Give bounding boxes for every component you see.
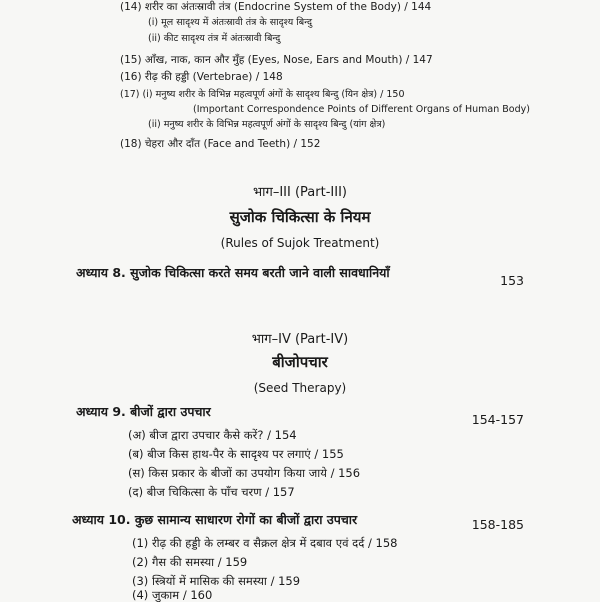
chapter-9-item: (ब) बीज किस हाथ-पैर के सादृश्य पर लगाएं / 155 xyxy=(128,447,344,461)
part-4-title-english: (Seed Therapy) xyxy=(253,381,347,395)
chapter-10-title: अध्याय 10. कुछ सामान्य साधारण रोगों का बीजों द्वारा उपचार xyxy=(72,512,358,527)
chapter-9-pages: 154-157 xyxy=(471,412,524,427)
toc-entry-yin-points: (17) (i) मनुष्य शरीर के विभिन्न महत्वपूर्ण अंगों के सादृश्य बिन्दु (यिन क्षेत्र) / 150 xyxy=(120,89,405,100)
toc-entry-face-teeth: (18) चेहरा और दाँत (Face and Teeth) / 152 xyxy=(120,138,321,150)
part-3-title-hindi: सुजोक चिकित्सा के नियम xyxy=(229,208,371,226)
chapter-8-page: 153 xyxy=(500,273,524,288)
toc-subentry-yang-points: (ii) मनुष्य शरीर के विभिन्न महत्वपूर्ण अंगों के सादृश्य बिन्दु (यांग क्षेत्र) xyxy=(148,119,386,130)
chapter-10-item: (2) गैस की समस्या / 159 xyxy=(132,555,248,569)
toc-subentry-root-endocrine: (i) मूल सादृश्य में अंतःस्रावी तंत्र के सादृश्य बिन्दु xyxy=(148,17,313,28)
part-3-label: भाग–III (Part-III) xyxy=(253,185,347,200)
chapter-10-item: (1) रीढ़ की हड्डी के लम्बर व सैक्रल क्षेत्र में दबाव एवं दर्द / 158 xyxy=(132,536,398,550)
toc-entry-endocrine-system: (14) शरीर का अंतःस्रावी तंत्र (Endocrine System of the Body) / 144 xyxy=(120,1,432,13)
chapter-10-item: (3) स्त्रियों में मासिक की समस्या / 159 xyxy=(132,574,301,588)
toc-entry-eyes-nose-ears-mouth: (15) आँख, नाक, कान और मुँह (Eyes, Nose, Ears and Mouth) / 147 xyxy=(120,54,433,66)
chapter-9-item: (स) किस प्रकार के बीजों का उपयोग किया जाये / 156 xyxy=(128,466,361,480)
chapter-9-title: अध्याय 9. बीजों द्वारा उपचार xyxy=(76,404,211,419)
part-4-label: भाग–IV (Part-IV) xyxy=(251,332,349,347)
chapter-10-item: (4) जुकाम / 160 xyxy=(132,588,213,602)
toc-entry-yin-points-english: (Important Correspondence Points of Different Organs of Human Body) xyxy=(193,104,530,115)
chapter-9-item: (द) बीज चिकित्सा के पाँच चरण / 157 xyxy=(128,485,295,499)
part-3-title-english: (Rules of Sujok Treatment) xyxy=(220,236,380,250)
chapter-10-pages: 158-185 xyxy=(471,517,524,532)
toc-subentry-insect-endocrine: (ii) कीट सादृश्य तंत्र में अंतःस्रावी बिन्दु xyxy=(148,33,281,44)
chapter-8-title: अध्याय 8. सुजोक चिकित्सा करते समय बरती जाने वाली सावधानियाँ xyxy=(76,265,390,280)
chapter-9-item: (अ) बीज द्वारा उपचार कैसे करें? / 154 xyxy=(128,428,297,442)
part-4-title-hindi: बीजोपचार xyxy=(272,353,328,371)
toc-entry-vertebrae: (16) रीढ़ की हड्डी (Vertebrae) / 148 xyxy=(120,71,283,83)
